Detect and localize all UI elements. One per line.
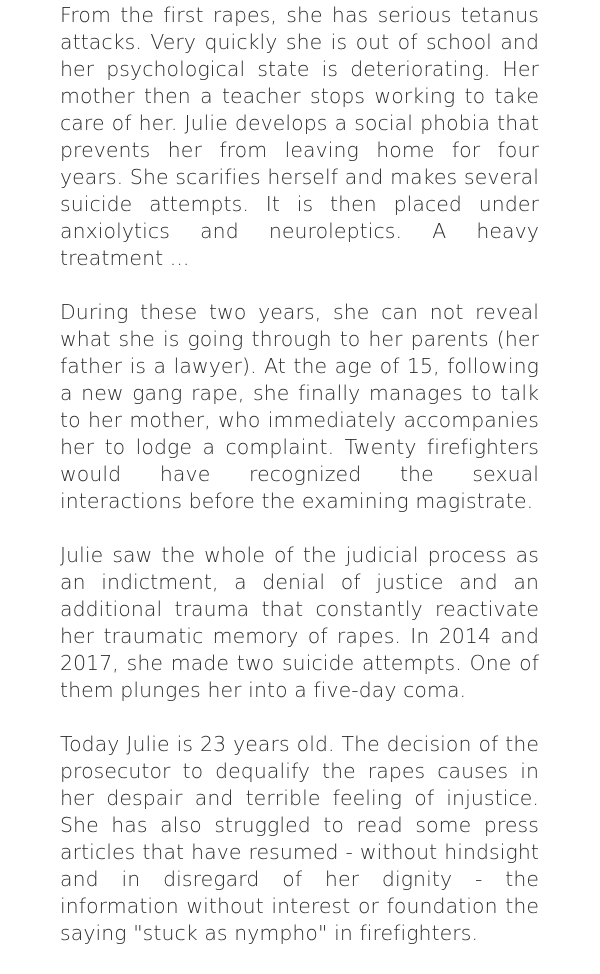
paragraph-2: During these two years, she can not reveal what she is going through to her parents (her father is a lawyer). At the age of 15, following a new gang rape, she finally manages to talk to her mother, who immediately accompanies her to lodge a complaint. Twenty firefighters would have recognized the sexual interactions before the examining magistrate. <box>60 300 539 513</box>
paragraph-1: From the first rapes, she has serious tetanus attacks. Very quickly she is out of school and her psychological state is deteriorating. Her mother then a teacher stops working to take care of her. Julie develops a social phobia that prevents her from leaving home for four years. She scarifies herself and makes several suicide attempts. It is then placed under anxiolytics and neuroleptics. A heavy treatment ... <box>60 3 539 270</box>
paragraph-3: Julie saw the whole of the judicial process as an indictment, a denial of justice and an additional trauma that constantly reactivate her traumatic memory of rapes. In 2014 and 2017, she made two suicide attempts. One of them plunges her into a five-day coma. <box>60 543 539 702</box>
paragraph-4: Today Julie is 23 years old. The decision of the prosecutor to dequalify the rapes causes in her despair and terrible feeling of injustice. She has also struggled to read some press articles that have resumed - without hindsight and in disregard of her dignity - the information without interest or foundation the saying "stuck as nympho" in firefighters. <box>60 732 539 945</box>
article-body <box>60 2 539 974</box>
